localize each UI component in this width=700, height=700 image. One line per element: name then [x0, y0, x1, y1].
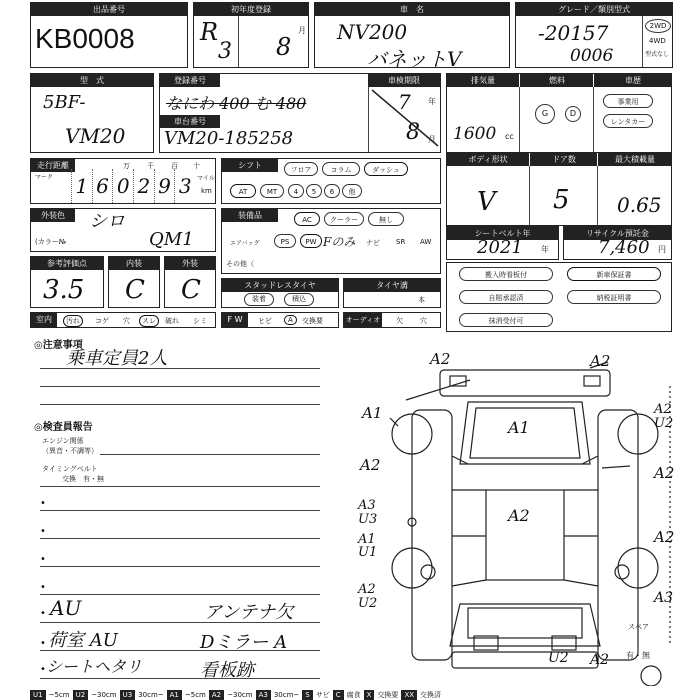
equipment-pw-option: PW: [300, 234, 322, 248]
equipment-pw-note: Fのみ: [323, 235, 356, 249]
studless-mounted-option: 装着: [244, 293, 274, 306]
inspection-year-value: 7: [398, 90, 411, 114]
mileage-unit-km: km: [201, 187, 212, 195]
windshield-label: F W: [222, 313, 248, 327]
type-line2: VM20: [65, 124, 126, 148]
displacement-box: [446, 73, 672, 153]
damage-mark: U1: [358, 545, 378, 560]
mileage-digit: 2: [133, 169, 154, 203]
damage-mark: A2: [430, 350, 451, 368]
displacement-value: 1600: [453, 124, 497, 144]
equipment-other-label: その他（: [226, 260, 254, 268]
studless-loaded-option: 積込: [284, 293, 314, 306]
shift-dash-option: ダッシュ: [364, 162, 408, 176]
interior-condition-scuff: スレ: [139, 315, 159, 327]
color-box: [30, 208, 216, 252]
inspection-strike-line: [160, 74, 442, 154]
damage-mark: A1: [358, 532, 376, 547]
legend-key: U2: [73, 690, 89, 700]
legend-key: U1: [30, 690, 46, 700]
first-registration-month-unit: 月: [298, 26, 306, 35]
spare-label: スペア: [628, 623, 649, 631]
grade-header: グレード／類別型式: [516, 3, 672, 16]
ledger-rental-option: レンタカー: [603, 114, 653, 128]
inspector-timing-label: タイミングベルト: [42, 465, 98, 473]
body-type-header: ボディ形状: [447, 153, 529, 166]
ledger-business-option: 事業用: [603, 94, 653, 108]
equipment-navi-label: ナビ: [366, 239, 380, 247]
seatbelt-header: シートベルト年: [447, 227, 558, 240]
shift-5-option: 5: [306, 184, 322, 198]
grade-4wd-option: 4WD: [649, 37, 666, 45]
model-name-line1: NV200: [337, 20, 408, 44]
shift-column-option: コラム: [322, 162, 360, 176]
grade-no-model-option: 型式なし: [644, 51, 669, 58]
first-registration-box: [193, 2, 309, 68]
legend-value: 30cm~: [138, 691, 164, 699]
tire-unit: 本: [418, 296, 425, 304]
shift-other-option: 他: [342, 184, 362, 198]
equipment-header: 装備品: [222, 209, 278, 222]
interior-condition-tear: 破れ: [165, 317, 179, 325]
load-header: 最大積載量: [597, 153, 672, 166]
equipment-ps-option: PS: [274, 234, 296, 248]
mileage-digits: [71, 169, 195, 203]
equipment-airbag-label: エアバッグ: [230, 240, 260, 247]
legend-key: S: [302, 690, 312, 700]
inspection-header: 車検期限: [368, 74, 440, 87]
fuel-diesel-option: D: [565, 106, 581, 122]
ledger-header: 車歴: [593, 74, 672, 87]
shift-6-option: 6: [324, 184, 340, 198]
lot-number-box: [30, 2, 188, 68]
displacement-header: 排気量: [447, 74, 519, 87]
legend-value: 30cm~: [273, 691, 300, 699]
doc-warranty: 新車保証書: [567, 267, 661, 281]
audio-hole: 穴: [420, 317, 427, 325]
chassis-value: VM20-185258: [164, 128, 294, 149]
damage-mark: A2: [590, 652, 610, 668]
registration-box: [159, 73, 441, 153]
score-box: [30, 256, 104, 308]
color-header: 外装色: [31, 209, 75, 222]
studless-header: スタッドレスタイヤ: [222, 279, 338, 292]
exterior-grade-value: C: [181, 275, 201, 305]
damage-mark: A3: [654, 590, 674, 606]
doors-value: 5: [553, 185, 570, 215]
mileage-scale-10000: 万: [123, 162, 130, 170]
tire-header: タイヤ溝: [344, 279, 440, 292]
first-registration-year: 3: [218, 39, 232, 64]
audio-missing: 欠: [396, 317, 403, 325]
inspector-line-1-left: AU: [50, 596, 82, 620]
audio-row: [343, 312, 441, 328]
inspector-title: ◎検査員報告: [34, 422, 93, 433]
type-box: [30, 73, 154, 153]
legend-value: ~30cm: [91, 691, 117, 699]
damage-mark: A2: [360, 456, 381, 474]
legend-value: 交換済: [420, 691, 442, 699]
recycle-value: 7,460: [598, 237, 650, 258]
mileage-digit: 9: [154, 169, 175, 203]
doors-header: ドア数: [529, 153, 598, 166]
lot-number-value: KB0008: [35, 23, 135, 54]
legend-key: A1: [167, 690, 182, 700]
damage-mark: A2: [654, 464, 675, 482]
fuel-gasoline-option: G: [535, 104, 555, 124]
chassis-header: 車台番号: [160, 115, 220, 128]
interior-condition-hole: 穴: [123, 317, 130, 325]
inspector-line-3-right: 看板跡: [200, 660, 254, 681]
shift-header: シフト: [222, 159, 278, 172]
plate-header: 登録番号: [160, 74, 220, 87]
plate-value: なにわ 400 む 480: [166, 94, 307, 113]
legend-value: ~30cm: [227, 691, 253, 699]
mileage-box: [30, 158, 216, 204]
damage-mark: A3: [358, 498, 376, 513]
exterior-grade-header: 外装: [165, 257, 215, 270]
damage-mark: U2: [548, 650, 569, 666]
recycle-box: [563, 226, 672, 260]
lot-number-header: 出品番号: [31, 3, 187, 16]
equipment-cooler-option: クーラー: [324, 212, 364, 226]
damage-mark: A2: [654, 528, 675, 546]
damage-mark: A1: [508, 418, 530, 437]
interior-condition-burn: コゲ: [95, 317, 109, 325]
type-header: 型 式: [31, 74, 153, 87]
audio-label: オーディオ: [344, 313, 382, 327]
equipment-sr-label: SR: [396, 238, 406, 246]
interior-grade-value: C: [125, 275, 145, 305]
first-registration-era: R: [200, 18, 219, 46]
shift-mt-option: MT: [260, 184, 284, 198]
interior-condition-label: 室内: [31, 313, 57, 327]
mileage-scale-10: 十: [193, 162, 200, 170]
notes-title: ◎注意事項: [34, 340, 83, 351]
mileage-unit-mile: マイル: [197, 175, 215, 182]
inspector-line-2-left: 荷室 AU: [48, 630, 118, 651]
fuel-header: 燃料: [519, 74, 594, 87]
equipment-ac-option: AC: [294, 212, 320, 226]
legend-key: X: [364, 690, 375, 700]
inspection-month-unit: 月: [428, 135, 436, 144]
score-value: 3.5: [43, 275, 85, 305]
color-code-value: QM1: [149, 229, 194, 250]
interior-grade-box: [108, 256, 160, 308]
inspector-section: ◎検査員報告 エンジン関係 （異音・不調等） タイミングベルト 交換 有・無 • • • • • AU アンテナ欠 • 荷室 AU Dミラー A • シートヘタリ 看板跡: [0, 412, 350, 688]
model-name-line2: バネットV: [367, 47, 462, 71]
windshield-row: [221, 312, 339, 328]
first-registration-month: 8: [276, 33, 292, 61]
damage-mark: A2: [358, 582, 376, 597]
load-value: 0.65: [617, 193, 662, 217]
exterior-grade-box: [164, 256, 216, 308]
recycle-header: リサイクル預託金: [564, 227, 671, 240]
mileage-digit: 3: [174, 169, 195, 203]
damage-mark: A2: [590, 352, 611, 370]
interior-condition-stain: シミ: [193, 317, 207, 325]
color-value: シロ: [89, 211, 125, 232]
legend-key: XX: [401, 690, 417, 700]
inspection-month-value: 8: [406, 120, 420, 145]
body-type-value: V: [477, 187, 496, 217]
spare-tire: [618, 622, 666, 670]
doc-signboard: 搬入時看板付: [459, 267, 553, 281]
legend-key: A2: [209, 690, 224, 700]
grade-line2: 0006: [570, 46, 614, 66]
studless-box: [221, 278, 339, 308]
damage-mark: U3: [358, 512, 378, 527]
inspection-year-unit: 年: [428, 97, 436, 106]
legend-key: U3: [120, 690, 136, 700]
inspector-line-2-right: Dミラー A: [200, 632, 288, 653]
displacement-unit: cc: [505, 132, 514, 141]
inspector-line-3-left: シートヘタリ: [46, 657, 143, 676]
mileage-digit: 0: [112, 169, 133, 203]
damage-mark: A2: [654, 402, 672, 417]
score-header: 参考評価点: [31, 257, 103, 270]
windshield-crack: ヒビ: [258, 317, 272, 325]
legend-value: ~5cm: [48, 691, 70, 699]
damage-mark: A1: [362, 404, 383, 422]
mileage-scale-1000: 千: [147, 162, 154, 170]
tire-box: [343, 278, 441, 308]
legend-key: A3: [256, 690, 271, 700]
shift-floor-option: フロア: [284, 162, 318, 176]
spare-value: 有・無: [626, 651, 650, 660]
seatbelt-value: 2021: [477, 237, 523, 258]
seatbelt-unit: 年: [541, 245, 549, 254]
equipment-none-option: 無し: [368, 212, 404, 226]
legend-value: サビ: [315, 691, 330, 699]
model-name-header: 車 名: [315, 3, 509, 16]
legend-value: 腐食: [346, 691, 361, 699]
mileage-header: 走行距離: [31, 159, 75, 172]
notes-line: 乗車定員2人: [66, 348, 168, 369]
doc-deregistration: 抹消受付可: [459, 313, 553, 327]
inspector-timing-options: 交換 有・無: [62, 475, 104, 483]
mileage-digit: 6: [92, 169, 113, 203]
damage-mark: U2: [654, 416, 674, 431]
shift-4-option: 4: [288, 184, 304, 198]
seatbelt-box: [446, 226, 559, 260]
legend-key: C: [333, 690, 344, 700]
legend-value: ~5cm: [184, 691, 206, 699]
equipment-aw-label: AW: [420, 238, 432, 246]
doc-insurance: 自賠承認済: [459, 290, 553, 304]
windshield-replace: 交換要: [302, 317, 323, 325]
color-code-label: (カラー№: [35, 238, 67, 246]
inspector-line-1-right: アンテナ欠: [204, 602, 294, 623]
legend-bar: [30, 690, 700, 700]
interior-grade-header: 内装: [109, 257, 159, 270]
mileage-digit: 1: [71, 169, 92, 203]
grade-2wd-option: 2WD: [645, 19, 671, 33]
interior-condition-dirt: 汚れ: [63, 315, 83, 327]
shift-at-option: AT: [230, 184, 256, 198]
interior-condition-row: [30, 312, 216, 328]
documents-box: [446, 262, 672, 332]
type-line1: 5BF-: [43, 92, 86, 113]
equipment-box: [221, 208, 441, 274]
doc-tax: 納税証明書: [567, 290, 661, 304]
notes-section: [0, 330, 340, 422]
damage-mark: U2: [358, 596, 378, 611]
grade-box: [515, 2, 673, 68]
inspector-engine-label: エンジン関係 （異音・不調等）: [42, 437, 98, 455]
shift-box: [221, 158, 441, 204]
model-name-box: [314, 2, 510, 71]
body-box: [446, 152, 672, 226]
recycle-unit: 円: [658, 245, 666, 254]
first-registration-header: 初年度登録: [194, 3, 308, 16]
grade-line1: -20157: [538, 21, 609, 45]
mileage-mark-label: マーク: [35, 174, 54, 181]
windshield-a: A: [284, 315, 297, 325]
damage-mark: A2: [508, 506, 530, 525]
mileage-scale-100: 百: [171, 162, 178, 170]
legend-value: 交換要: [377, 691, 399, 699]
